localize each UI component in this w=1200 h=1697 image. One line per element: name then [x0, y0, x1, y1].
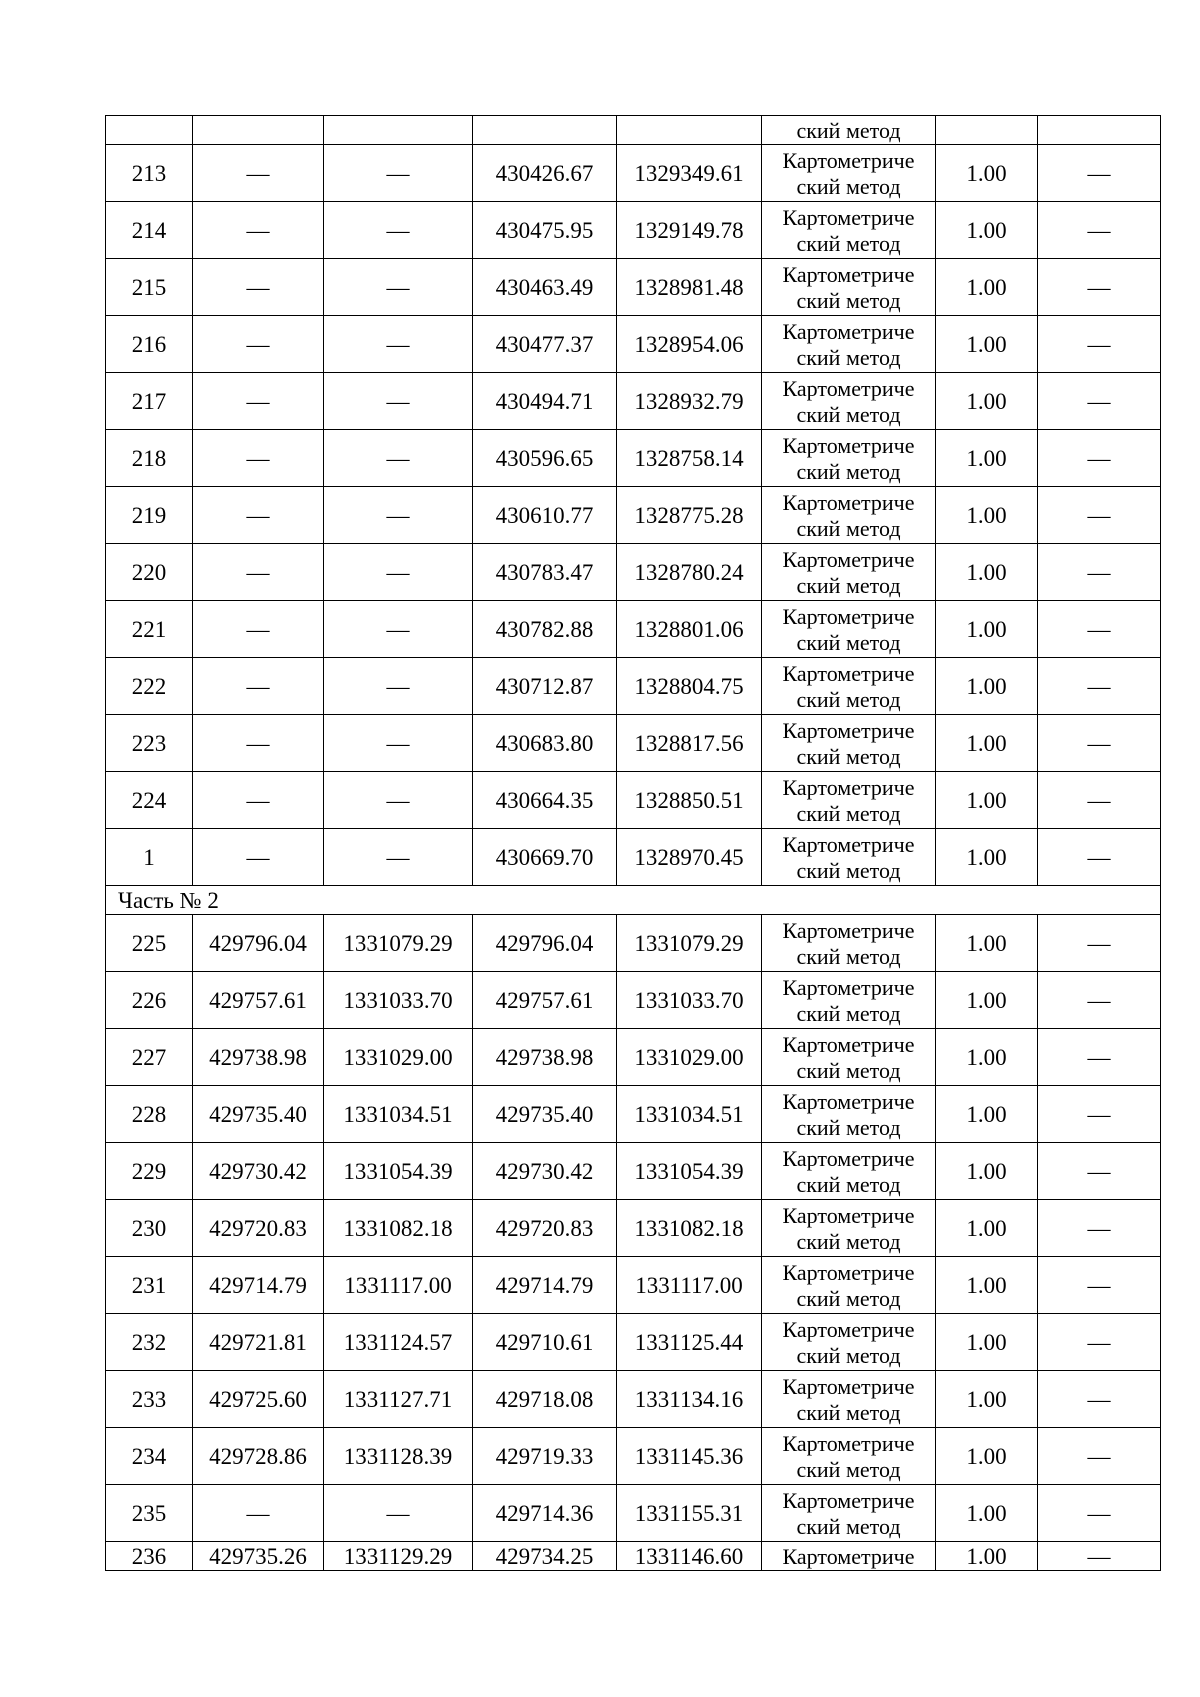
- cell-y-existing: 1331128.39: [324, 1428, 473, 1485]
- cell-method: [762, 601, 936, 658]
- cell-method: [762, 544, 936, 601]
- method-line1: Картометриче: [782, 1088, 915, 1114]
- cell-x-existing: 429721.81: [193, 1314, 324, 1371]
- cell-x-new: [473, 116, 617, 145]
- cell-y-new: 1328817.56: [617, 715, 762, 772]
- method-line1: Картометриче: [782, 1543, 915, 1569]
- cell-x-new: 430426.67: [473, 145, 617, 202]
- method-line2: ский метод: [796, 344, 901, 370]
- cell-number: 1: [106, 829, 193, 886]
- method-line1: Картометриче: [782, 1487, 915, 1513]
- cell-method: [762, 373, 936, 430]
- cell-method: [762, 1314, 936, 1371]
- cell-y-existing: —: [324, 1485, 473, 1542]
- cell-x-new: 429714.79: [473, 1257, 617, 1314]
- cell-y-existing: 1331129.29: [324, 1542, 473, 1571]
- cell-number: 223: [106, 715, 193, 772]
- cell-x-existing: —: [193, 259, 324, 316]
- cell-y-existing: 1331079.29: [324, 915, 473, 972]
- cell-note: —: [1038, 1257, 1161, 1314]
- method-line2: ский метод: [796, 230, 901, 256]
- cell-accuracy: 1.00: [936, 373, 1038, 430]
- cell-y-new: 1331082.18: [617, 1200, 762, 1257]
- cell-accuracy: 1.00: [936, 1542, 1038, 1571]
- method-line2: ский метод: [796, 1342, 901, 1368]
- method-line1: Картометриче: [782, 660, 915, 686]
- cell-number: 235: [106, 1485, 193, 1542]
- cell-note: —: [1038, 1542, 1161, 1571]
- cell-accuracy: 1.00: [936, 1029, 1038, 1086]
- cell-x-existing: 429757.61: [193, 972, 324, 1029]
- cell-y-new: 1331029.00: [617, 1029, 762, 1086]
- cell-accuracy: 1.00: [936, 1257, 1038, 1314]
- method-line1: Картометриче: [782, 318, 915, 344]
- table-row: [106, 1200, 1161, 1257]
- cell-x-existing: 429730.42: [193, 1143, 324, 1200]
- cell-method: [762, 145, 936, 202]
- method-line2: ский метод: [796, 800, 901, 826]
- table-row: [106, 1314, 1161, 1371]
- cell-accuracy: [936, 116, 1038, 145]
- cell-method: [762, 658, 936, 715]
- table-row: [106, 487, 1161, 544]
- table-row: [106, 430, 1161, 487]
- cell-method: [762, 715, 936, 772]
- cell-method: [762, 829, 936, 886]
- method-line1: Картометриче: [782, 603, 915, 629]
- cell-accuracy: 1.00: [936, 972, 1038, 1029]
- cell-x-existing: —: [193, 202, 324, 259]
- cell-accuracy: 1.00: [936, 658, 1038, 715]
- cell-accuracy: 1.00: [936, 1086, 1038, 1143]
- table-row: [106, 1257, 1161, 1314]
- cell-x-existing: —: [193, 544, 324, 601]
- cell-method: [762, 316, 936, 373]
- cell-method: [762, 915, 936, 972]
- cell-x-existing: —: [193, 829, 324, 886]
- cell-x-existing: —: [193, 1485, 324, 1542]
- cell-y-new: 1328775.28: [617, 487, 762, 544]
- cell-x-existing: 429720.83: [193, 1200, 324, 1257]
- cell-y-new: 1331145.36: [617, 1428, 762, 1485]
- cell-y-existing: 1331034.51: [324, 1086, 473, 1143]
- cell-note: —: [1038, 373, 1161, 430]
- cell-accuracy: 1.00: [936, 487, 1038, 544]
- cell-note: —: [1038, 202, 1161, 259]
- cell-method: [762, 202, 936, 259]
- table-row: [106, 145, 1161, 202]
- cell-y-new: 1328981.48: [617, 259, 762, 316]
- table-row: [106, 202, 1161, 259]
- cell-method: [762, 1485, 936, 1542]
- cell-y-new: 1331054.39: [617, 1143, 762, 1200]
- cell-y-existing: 1331054.39: [324, 1143, 473, 1200]
- cell-y-existing: —: [324, 487, 473, 544]
- cell-y-new: 1328932.79: [617, 373, 762, 430]
- table-body: [106, 116, 1161, 1571]
- table-row: [106, 772, 1161, 829]
- cell-number: 227: [106, 1029, 193, 1086]
- cell-number: 215: [106, 259, 193, 316]
- part-label: Часть № 2: [106, 886, 1161, 915]
- method-line1: Картометриче: [782, 204, 915, 230]
- cell-y-new: 1331125.44: [617, 1314, 762, 1371]
- method-line1: Картометриче: [782, 1259, 915, 1285]
- cell-y-new: 1331034.51: [617, 1086, 762, 1143]
- method-line2: ский метод: [796, 1114, 901, 1140]
- cell-number: 219: [106, 487, 193, 544]
- cell-y-existing: [324, 116, 473, 145]
- cell-note: —: [1038, 1428, 1161, 1485]
- table-row: [106, 1143, 1161, 1200]
- cell-y-new: 1328954.06: [617, 316, 762, 373]
- method-line1: Картометриче: [782, 432, 915, 458]
- cell-x-new: 430596.65: [473, 430, 617, 487]
- cell-x-existing: 429735.40: [193, 1086, 324, 1143]
- cell-note: —: [1038, 601, 1161, 658]
- method-line1: Картометриче: [782, 717, 915, 743]
- cell-x-existing: —: [193, 373, 324, 430]
- cell-y-existing: —: [324, 145, 473, 202]
- table-row: [106, 1428, 1161, 1485]
- method-line2: ский метод: [796, 287, 901, 313]
- cell-number: 234: [106, 1428, 193, 1485]
- cell-y-existing: 1331033.70: [324, 972, 473, 1029]
- cell-x-new: 430669.70: [473, 829, 617, 886]
- cell-x-new: 429735.40: [473, 1086, 617, 1143]
- table-row: [106, 829, 1161, 886]
- method-line2: ский метод: [796, 1057, 901, 1083]
- method-line1: Картометриче: [782, 1145, 915, 1171]
- method-line2: ский метод: [796, 743, 901, 769]
- cell-note: —: [1038, 1029, 1161, 1086]
- method-line2: ский метод: [796, 1513, 901, 1539]
- cell-accuracy: 1.00: [936, 544, 1038, 601]
- cell-x-existing: —: [193, 715, 324, 772]
- method-line1: Картометриче: [782, 261, 915, 287]
- cell-y-new: 1331134.16: [617, 1371, 762, 1428]
- cell-x-new: 430712.87: [473, 658, 617, 715]
- method-line1: Картометриче: [782, 489, 915, 515]
- table-row: [106, 1485, 1161, 1542]
- cell-y-existing: 1331124.57: [324, 1314, 473, 1371]
- cell-accuracy: 1.00: [936, 1143, 1038, 1200]
- method-line1: Картометриче: [782, 1031, 915, 1057]
- cell-note: —: [1038, 772, 1161, 829]
- cell-y-new: 1331155.31: [617, 1485, 762, 1542]
- cell-number: 236: [106, 1542, 193, 1571]
- cell-note: —: [1038, 316, 1161, 373]
- cell-note: —: [1038, 1314, 1161, 1371]
- cell-method: [762, 1029, 936, 1086]
- cell-number: 232: [106, 1314, 193, 1371]
- cell-note: [1038, 116, 1161, 145]
- cell-note: —: [1038, 1086, 1161, 1143]
- cell-accuracy: 1.00: [936, 1314, 1038, 1371]
- cell-x-existing: —: [193, 487, 324, 544]
- cell-y-existing: —: [324, 544, 473, 601]
- cell-x-new: 430664.35: [473, 772, 617, 829]
- table-row: [106, 1029, 1161, 1086]
- cell-y-existing: 1331117.00: [324, 1257, 473, 1314]
- cell-x-existing: —: [193, 772, 324, 829]
- cell-x-new: 429734.25: [473, 1542, 617, 1571]
- cell-accuracy: 1.00: [936, 1371, 1038, 1428]
- method-line2: ский метод: [796, 1171, 901, 1197]
- method-line2: ский метод: [796, 857, 901, 883]
- cell-y-existing: —: [324, 715, 473, 772]
- cell-method: [762, 772, 936, 829]
- cell-x-existing: —: [193, 316, 324, 373]
- method-line2: ский метод: [796, 1228, 901, 1254]
- method-line1: Картометриче: [782, 831, 915, 857]
- method-line1: Картометриче: [782, 1202, 915, 1228]
- cell-note: —: [1038, 658, 1161, 715]
- cell-method: [762, 1428, 936, 1485]
- method-line2: ский метод: [796, 572, 901, 598]
- cell-y-existing: —: [324, 658, 473, 715]
- cell-y-existing: —: [324, 601, 473, 658]
- cell-number: 226: [106, 972, 193, 1029]
- cell-y-new: 1328780.24: [617, 544, 762, 601]
- cell-y-new: 1331117.00: [617, 1257, 762, 1314]
- cell-accuracy: 1.00: [936, 202, 1038, 259]
- cell-number: 224: [106, 772, 193, 829]
- cell-accuracy: 1.00: [936, 1200, 1038, 1257]
- cell-method: [762, 972, 936, 1029]
- cell-x-new: 430477.37: [473, 316, 617, 373]
- coordinates-table: [105, 115, 1161, 1571]
- cell-number: 228: [106, 1086, 193, 1143]
- part-header-row: [106, 886, 1161, 915]
- cell-x-new: 429714.36: [473, 1485, 617, 1542]
- cell-x-new: 429796.04: [473, 915, 617, 972]
- cell-x-existing: 429738.98: [193, 1029, 324, 1086]
- cell-y-new: 1329149.78: [617, 202, 762, 259]
- cell-method: [762, 1371, 936, 1428]
- table-row: [106, 972, 1161, 1029]
- method-line2: ский метод: [796, 1456, 901, 1482]
- cell-number: 217: [106, 373, 193, 430]
- cell-x-new: 429757.61: [473, 972, 617, 1029]
- cell-x-existing: 429728.86: [193, 1428, 324, 1485]
- cell-accuracy: 1.00: [936, 829, 1038, 886]
- method-line1: Картометриче: [782, 1373, 915, 1399]
- cell-number: 221: [106, 601, 193, 658]
- cell-y-new: 1331146.60: [617, 1542, 762, 1571]
- cell-y-new: [617, 116, 762, 145]
- cell-x-existing: —: [193, 430, 324, 487]
- cell-y-existing: —: [324, 316, 473, 373]
- cell-y-existing: —: [324, 430, 473, 487]
- cell-y-new: 1328850.51: [617, 772, 762, 829]
- cell-y-existing: —: [324, 202, 473, 259]
- cell-accuracy: 1.00: [936, 1485, 1038, 1542]
- document-page: [105, 115, 1160, 1571]
- cell-x-existing: 429714.79: [193, 1257, 324, 1314]
- cell-note: —: [1038, 715, 1161, 772]
- cell-x-new: 430783.47: [473, 544, 617, 601]
- cell-x-existing: —: [193, 145, 324, 202]
- cell-y-existing: —: [324, 259, 473, 316]
- cell-x-new: 429730.42: [473, 1143, 617, 1200]
- cell-accuracy: 1.00: [936, 145, 1038, 202]
- cell-x-new: 430782.88: [473, 601, 617, 658]
- table-row: [106, 658, 1161, 715]
- cell-method: [762, 259, 936, 316]
- cell-x-new: 430683.80: [473, 715, 617, 772]
- method-line2: ский метод: [796, 1000, 901, 1026]
- method-line1: Картометриче: [782, 917, 915, 943]
- cell-number: 230: [106, 1200, 193, 1257]
- cell-number: 231: [106, 1257, 193, 1314]
- method-line1: Картометриче: [782, 1316, 915, 1342]
- cell-accuracy: 1.00: [936, 601, 1038, 658]
- cell-note: —: [1038, 1143, 1161, 1200]
- method-line1: Картометриче: [782, 1430, 915, 1456]
- cell-y-existing: 1331029.00: [324, 1029, 473, 1086]
- cell-y-new: 1329349.61: [617, 145, 762, 202]
- cell-number: 222: [106, 658, 193, 715]
- method-line2: ский метод: [796, 1285, 901, 1311]
- table-row: [106, 1086, 1161, 1143]
- table-row-continued: [106, 116, 1161, 145]
- cell-x-new: 430463.49: [473, 259, 617, 316]
- cell-method: [762, 1200, 936, 1257]
- cell-y-existing: —: [324, 772, 473, 829]
- method-line1: Картометриче: [782, 147, 915, 173]
- cell-accuracy: 1.00: [936, 1428, 1038, 1485]
- cell-note: —: [1038, 259, 1161, 316]
- table-row: [106, 915, 1161, 972]
- cell-y-new: 1328970.45: [617, 829, 762, 886]
- table-row: [106, 1371, 1161, 1428]
- cell-y-existing: 1331127.71: [324, 1371, 473, 1428]
- cell-note: —: [1038, 544, 1161, 601]
- cell-y-existing: 1331082.18: [324, 1200, 473, 1257]
- cell-x-new: 429718.08: [473, 1371, 617, 1428]
- cell-number: 214: [106, 202, 193, 259]
- cell-note: —: [1038, 487, 1161, 544]
- cell-note: —: [1038, 915, 1161, 972]
- cell-accuracy: 1.00: [936, 715, 1038, 772]
- method-line2: ский метод: [796, 173, 901, 199]
- method-line2: ский метод: [796, 515, 901, 541]
- cell-accuracy: 1.00: [936, 772, 1038, 829]
- table-row: [106, 544, 1161, 601]
- cell-method: [762, 1257, 936, 1314]
- cell-x-new: 429738.98: [473, 1029, 617, 1086]
- table-row: [106, 316, 1161, 373]
- cell-note: —: [1038, 972, 1161, 1029]
- cell-x-new: 429710.61: [473, 1314, 617, 1371]
- cell-y-new: 1328758.14: [617, 430, 762, 487]
- cell-method: [762, 1542, 936, 1571]
- method-line1: Картометриче: [782, 774, 915, 800]
- cell-note: —: [1038, 1371, 1161, 1428]
- cell-note: —: [1038, 829, 1161, 886]
- cell-note: —: [1038, 1485, 1161, 1542]
- method-line2: ский метод: [796, 1399, 901, 1425]
- cell-y-existing: —: [324, 373, 473, 430]
- method-line1: Картометриче: [782, 974, 915, 1000]
- table-row: [106, 601, 1161, 658]
- cell-x-new: 430494.71: [473, 373, 617, 430]
- method-line2: ский метод: [796, 458, 901, 484]
- cell-x-existing: —: [193, 601, 324, 658]
- method-line1: Картометриче: [782, 375, 915, 401]
- cell-y-new: 1331079.29: [617, 915, 762, 972]
- cell-x-existing: 429735.26: [193, 1542, 324, 1571]
- cell-accuracy: 1.00: [936, 430, 1038, 487]
- method-line2: ский метод: [796, 686, 901, 712]
- cell-y-new: 1328804.75: [617, 658, 762, 715]
- cell-accuracy: 1.00: [936, 259, 1038, 316]
- cell-number: [106, 116, 193, 145]
- cell-x-existing: 429796.04: [193, 915, 324, 972]
- cell-number: 218: [106, 430, 193, 487]
- cell-method: [762, 430, 936, 487]
- cell-x-existing: —: [193, 658, 324, 715]
- cell-number: 233: [106, 1371, 193, 1428]
- cell-method: [762, 487, 936, 544]
- table-row: [106, 259, 1161, 316]
- cell-method: [762, 1086, 936, 1143]
- cell-accuracy: 1.00: [936, 915, 1038, 972]
- cell-x-new: 430610.77: [473, 487, 617, 544]
- cell-x-existing: [193, 116, 324, 145]
- cell-y-new: 1331033.70: [617, 972, 762, 1029]
- method-line1: Картометриче: [782, 546, 915, 572]
- cell-x-existing: 429725.60: [193, 1371, 324, 1428]
- table-row: [106, 715, 1161, 772]
- cell-y-new: 1328801.06: [617, 601, 762, 658]
- cell-y-existing: —: [324, 829, 473, 886]
- method-line2: ский метод: [796, 401, 901, 427]
- cell-number: 225: [106, 915, 193, 972]
- cell-x-new: 429719.33: [473, 1428, 617, 1485]
- cell-note: —: [1038, 430, 1161, 487]
- table-row: [106, 373, 1161, 430]
- method-line2: ский метод: [796, 943, 901, 969]
- cell-number: 213: [106, 145, 193, 202]
- cell-number: 229: [106, 1143, 193, 1200]
- table-row: [106, 1542, 1161, 1571]
- cell-accuracy: 1.00: [936, 316, 1038, 373]
- cell-number: 220: [106, 544, 193, 601]
- method-line2: ский метод: [796, 629, 901, 655]
- cell-method: [762, 116, 936, 145]
- cell-note: —: [1038, 1200, 1161, 1257]
- cell-x-new: 430475.95: [473, 202, 617, 259]
- cell-x-new: 429720.83: [473, 1200, 617, 1257]
- cell-note: —: [1038, 145, 1161, 202]
- method-line2: ский метод: [796, 117, 901, 143]
- cell-number: 216: [106, 316, 193, 373]
- cell-method: [762, 1143, 936, 1200]
